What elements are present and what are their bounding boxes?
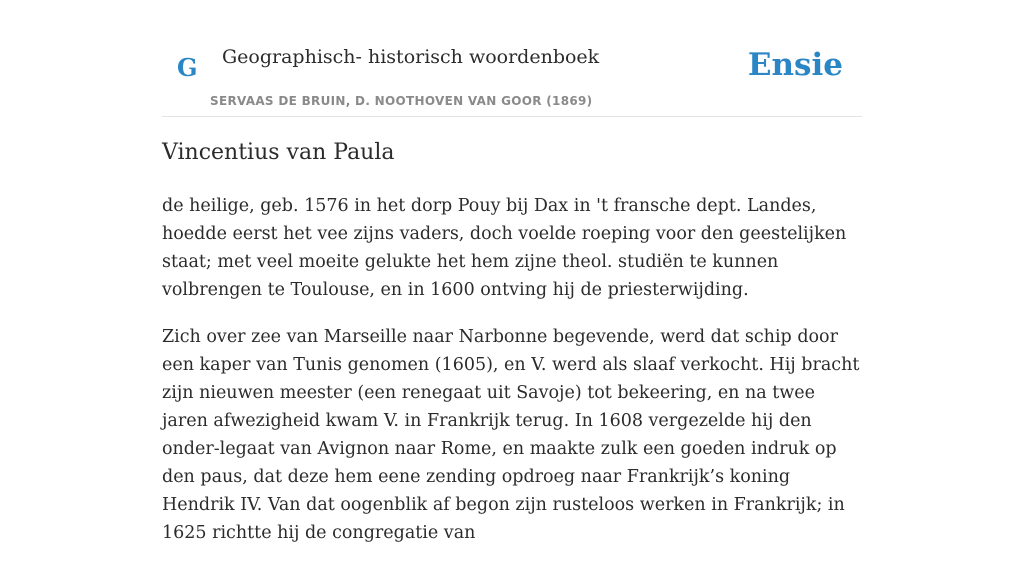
entry-title: Vincentius van Paula (162, 140, 395, 165)
site-header (162, 0, 862, 117)
entry-paragraph-2: Zich over zee van Marseille naar Narbonne begevende, werd dat schip door een kaper van Tunis genomen (1605), en V. werd als slaaf verkocht. Hij bracht zijn nieuwen meester (een renegaat uit Savoje) tot bekeering, en na twee jaren afwezigheid kwam V. in Frankrijk terug. In 1608 vergezelde hij den onder-legaat van Avignon naar Rome, en maakte zulk een goeden indruk op den paus, dat deze hem eene zending opdroeg naar Frankrijk’s koning Hendrik IV. Van dat oogenblik af begon zijn rusteloos werken in Frankrijk; in 1625 richtte hij de congregatie van (162, 327, 860, 543)
entry-body (162, 192, 862, 566)
book-title-link[interactable]: Geographisch- historisch woordenboek (222, 46, 600, 68)
book-logo-letter[interactable]: G (177, 53, 198, 82)
ensie-brand-logo[interactable]: Ensie (747, 47, 843, 83)
entry-paragraph-1: de heilige, geb. 1576 in het dorp Pouy bij Dax in 't fransche dept. Landes, hoedde eerst het vee zijns vaders, doch voelde roeping voor den geestelijken staat; met veel moeite gelukte het hem zijne theol. studiën te kunnen volbrengen te Toulouse, en in 1600 ontving hij de priesterwijding. (162, 196, 847, 300)
page-container (162, 0, 862, 543)
book-authors-meta: SERVAAS DE BRUIN, D. NOOTHOVEN VAN GOOR (1869) (210, 94, 593, 108)
